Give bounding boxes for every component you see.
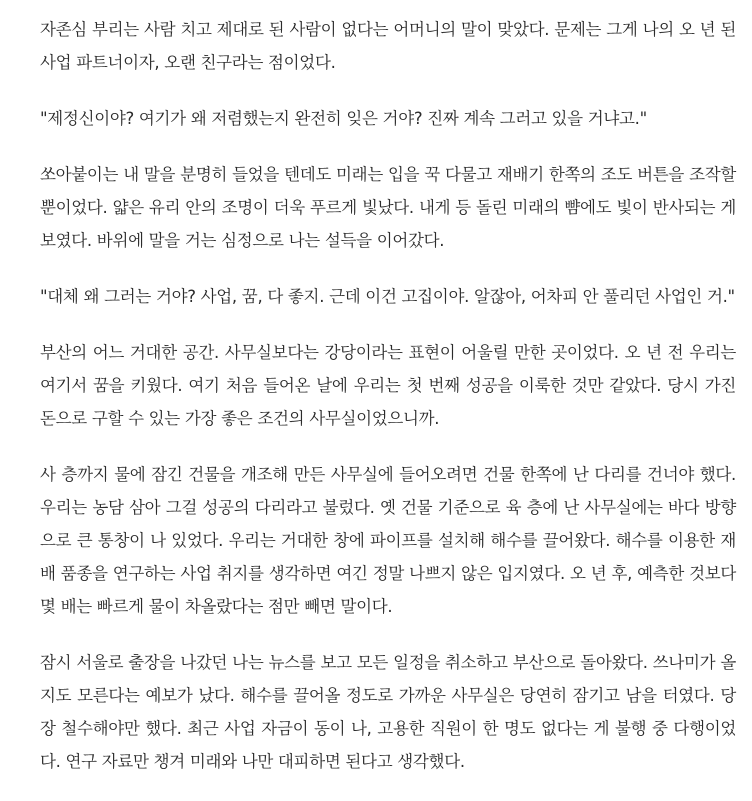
paragraph-2-dialogue: "제정신이야? 여기가 왜 저렴했는지 완전히 잊은 거야? 진짜 계속 그러고 있을 거냐고." — [40, 109, 647, 128]
paragraph-6: 사 층까지 물에 잠긴 건물을 개조해 만든 사무실에 들어오려면 건물 한쪽에 난 다리를 건너야 했다. 우리는 농담 삼아 그걸 성공의 다리라고 불렀다. 옛 건물 기준으로 육 층에 난 사무실에는 바다 방향으로 큰 통창이 나 있었다. 우리는 거대한 창에 파이프를 설치해 해수를 끌어왔다. 해수를 이용한 재배 품종을 연구하는 사업 취지를 생각하면 여긴 정말 나쁘지 않은 입지였다. 오 년 후, 예측한 것보다 몇 배는 빠르게 물이 차올랐다는 점만 빼면 말이다. — [40, 465, 736, 616]
article-body — [40, 13, 736, 801]
paragraph-3: 쏘아붙이는 내 말을 분명히 들었을 텐데도 미래는 입을 꾹 다물고 재배기 한쪽의 조도 버튼을 조작할 뿐이었다. 얇은 유리 안의 조명이 더욱 푸르게 빛났다. 내게 등 돌린 미래의 뺨에도 빛이 반사되는 게 보였다. 바위에 말을 거는 심정으로 나는 설득을 이어갔다. — [40, 165, 736, 250]
paragraph-5: 부산의 어느 거대한 공간. 사무실보다는 강당이라는 표현이 어울릴 만한 곳이었다. 오 년 전 우리는 여기서 꿈을 키웠다. 여기 처음 들어온 날에 우리는 첫 번째 성공을 이룩한 것만 같았다. 당시 가진 돈으로 구할 수 있는 가장 좋은 조건의 사무실이었으니까. — [40, 343, 736, 428]
paragraph-7: 잠시 서울로 출장을 나갔던 나는 뉴스를 보고 모든 일정을 취소하고 부산으로 돌아왔다. 쓰나미가 올지도 모른다는 예보가 났다. 해수를 끌어올 정도로 가까운 사무실은 당연히 잠기고 남을 터였다. 당장 철수해야만 했다. 최근 사업 자금이 동이 나, 고용한 직원이 한 명도 없다는 게 불행 중 다행이었다. 연구 자료만 챙겨 미래와 나만 대피하면 된다고 생각했다. — [40, 653, 736, 771]
paragraph-4-dialogue: "대체 왜 그러는 거야? 사업, 꿈, 다 좋지. 근데 이건 고집이야. 알잖아, 어차피 안 풀리던 사업인 거." — [40, 287, 735, 306]
paragraph-1: 자존심 부리는 사람 치고 제대로 된 사람이 없다는 어머니의 말이 맞았다. 문제는 그게 나의 오 년 된 사업 파트너이자, 오랜 친구라는 점이었다. — [40, 20, 736, 72]
